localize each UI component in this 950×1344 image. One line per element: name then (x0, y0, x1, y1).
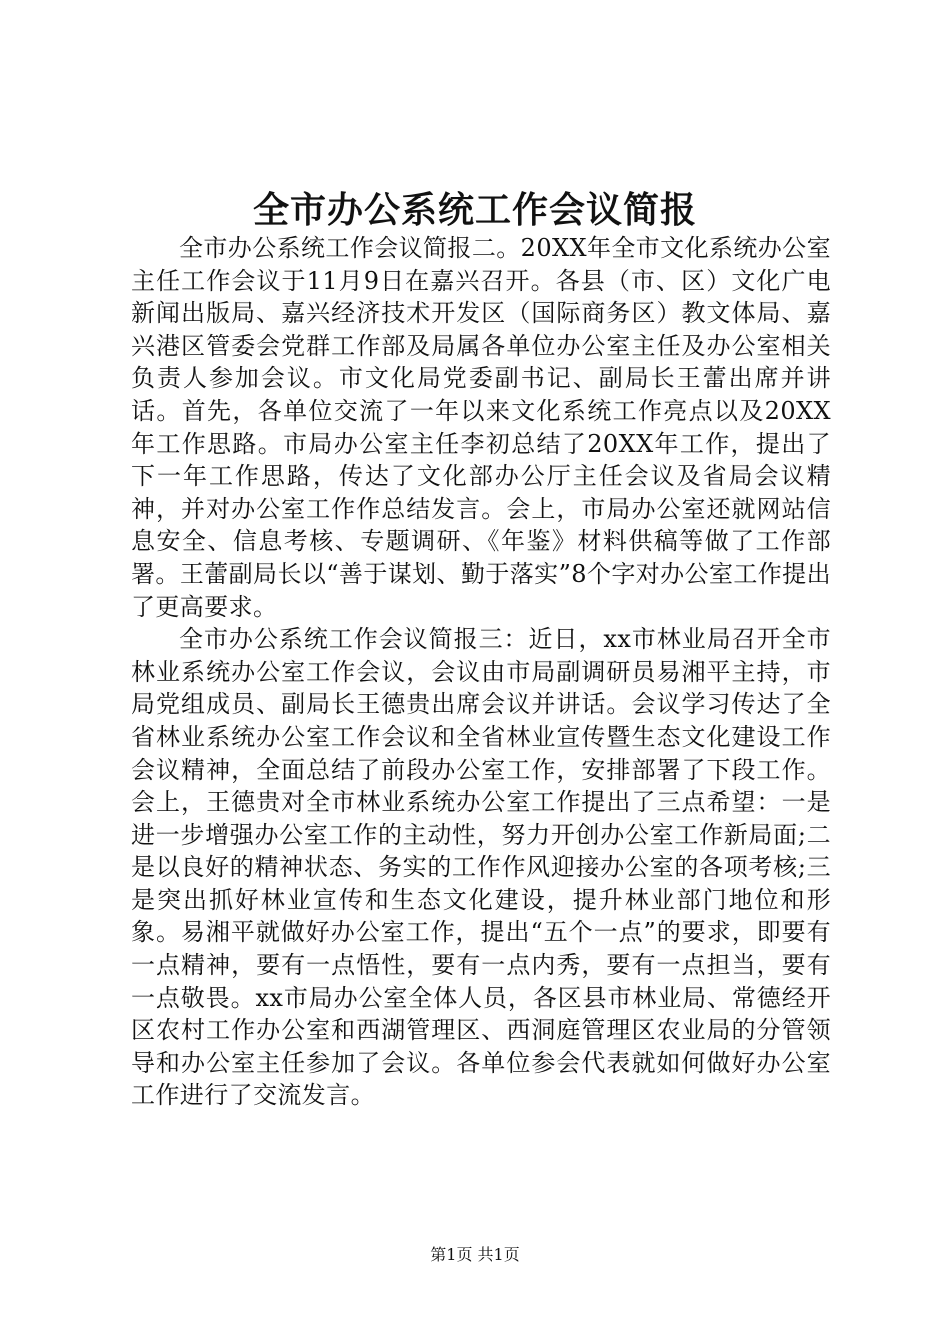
document-title: 全市办公系统工作会议简报 (252, 189, 697, 231)
document-body (131, 232, 831, 1112)
paragraph-briefing-three: 全市办公系统工作会议简报三：近日，xx市林业局召开全市林业系统办公室工作会议，会议由市局副调研员易湘平主持，市局党组成员、副局长王德贵出席会议并讲话。会议学习传达了全省林业系统办公室工作会议和全省林业宣传暨生态文化建设工作会议精神，全面总结了前段办公室工作，安排部署了下段工作。会上，王德贵对全市林业系统办公室工作提出了三点希望：一是进一步增强办公室工作的主动性，努力开创办公室工作新局面;二是以良好的精神状态、务实的工作作风迎接办公室的各项考核;三是突出抓好林业宣传和生态文化建设，提升林业部门地位和形象。易湘平就做好办公室工作，提出“五个一点”的要求，即要有一点精神，要有一点悟性，要有一点内秀，要有一点担当，要有一点敬畏。xx市局办公室全体人员，各区县市林业局、常德经开区农村工作办公室和西湖管理区、西洞庭管理区农业局的分管领导和办公室主任参加了会议。各单位参会代表就如何做好办公室工作进行了交流发言。 (131, 625, 831, 1110)
paragraph-briefing-two: 全市办公系统工作会议简报二。20XX年全市文化系统办公室主任工作会议于11月9日在嘉兴召开。各县（市、区）文化广电新闻出版局、嘉兴经济技术开发区（国际商务区）教文体局、嘉兴港区管委会党群工作部及局属各单位办公室主任及办公室相关负责人参加会议。市文化局党委副书记、副局长王蕾出席并讲话。首先，各单位交流了一年以来文化系统工作亮点以及20XX年工作思路。市局办公室主任李初总结了20XX年工作，提出了下一年工作思路，传达了文化部办公厅主任会议及省局会议精神，并对办公室工作作总结发言。会上，市局办公室还就网站信息安全、信息考核、专题调研、《年鉴》材料供稿等做了工作部署。王蕾副局长以“善于谋划、勤于落实”8个字对办公室工作提出了更高要求。 (131, 234, 831, 621)
page-footer: 第1页 共1页 (430, 1245, 520, 1264)
